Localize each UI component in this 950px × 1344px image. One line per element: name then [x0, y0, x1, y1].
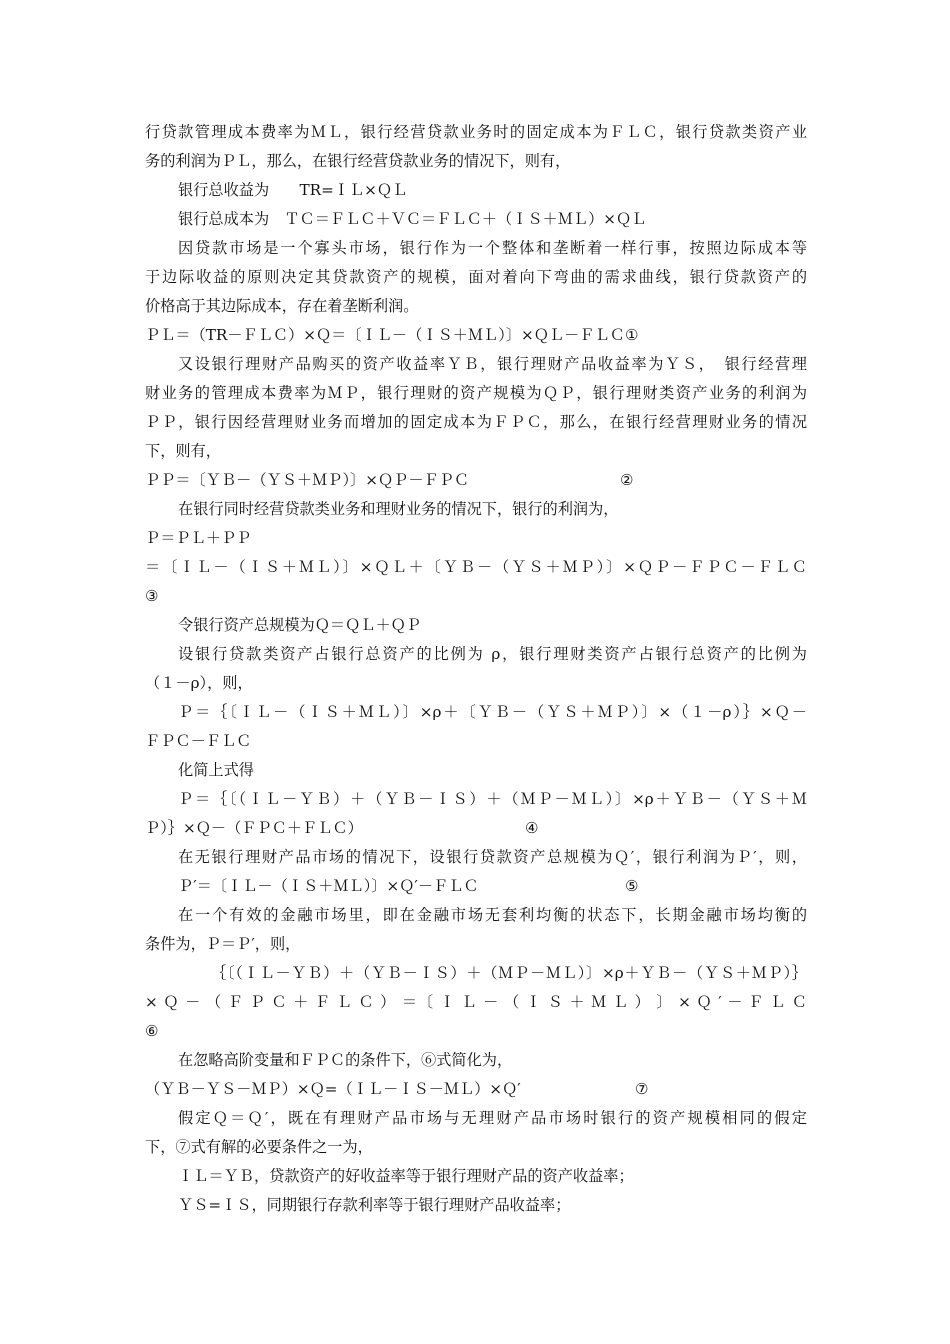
text-line: 令银行资产总规模为Ｑ＝ＱＬ＋ＱＰ [178, 616, 421, 634]
text-line: 在一个有效的金融市场里，即在金融市场无套利均衡的状态下，长期金融市场均衡的 [178, 906, 807, 924]
text-line: 在无银行理财产品市场的情况下，设银行贷款资产总规模为Ｑ′，银行利润为Ｐ′，则， [178, 848, 807, 866]
text-line: ＹＳ=ＩＳ，同期银行存款利率等于银行理财产品收益率； [178, 1196, 571, 1214]
text-line: 假定Ｑ＝Ｑ′，既在有理财产品市场与无理财产品市场时银行的资产规模相同的假定 [178, 1109, 807, 1127]
equation-number: ⑥ [145, 1022, 159, 1040]
equation-number: ② [620, 471, 634, 489]
formula-line: ｛〔（ＩＬ－ＹＢ）＋（ＹＢ－ＩＳ）＋（ＭＰ－ＭＬ）〕×ρ＋ＹＢ－（ＹＳ＋ＭＰ）｝ [211, 964, 807, 982]
formula-line: Ｐ＝｛〔ＩＬ－（ＩＳ＋ＭＬ）〕×ρ＋〔ＹＢ－（ＹＳ＋ＭＰ）〕×（１－ρ）｝×Ｑ－ [178, 703, 807, 721]
text-line: 银行总成本为 ＴＣ＝ＦＬＣ＋ＶＣ＝ＦＬＣ＋（ＩＳ＋ＭＬ）×ＱＬ [178, 210, 647, 228]
text-line: ＩＬ＝ＹＢ，贷款资产的好收益率等于银行理财产品的资产收益率； [178, 1167, 634, 1185]
text-line: （１－ρ），则， [145, 674, 253, 692]
text-line: 因贷款市场是一个寡头市场，银行作为一个整体和垄断着一样行事，按照边际成本等 [178, 239, 807, 257]
equation-number: ⑦ [635, 1080, 649, 1098]
text-line: 下，则有， [145, 442, 221, 460]
text-line: 下，⑦式有解的必要条件之一为， [145, 1138, 373, 1156]
text-line: 行贷款管理成本费率为ＭＬ，银行经营贷款业务时的固定成本为ＦＬＣ，银行贷款类资产业 [145, 123, 807, 141]
formula-line: ＰＰ＝〔ＹＢ－（ＹＳ＋ＭＰ）〕×ＱＰ－ＦＰＣ [145, 471, 470, 489]
formula-line: ＝〔ＩＬ－（ＩＳ＋ＭＬ）〕×ＱＬ＋〔ＹＢ－（ＹＳ＋ＭＰ）〕×ＱＰ－ＦＰＣ－ＦＬＣ [145, 558, 807, 576]
text-line: 化简上式得 [178, 761, 254, 779]
text-line: 财业务的管理成本费率为ＭＰ，银行理财的资产规模为ＱＰ，银行理财类资产业务的利润为 [145, 384, 807, 402]
text-line: 又设银行理财产品购买的资产收益率ＹＢ，银行理财产品收益率为ＹＳ， 银行经营理 [178, 355, 807, 373]
equation-number: ④ [525, 819, 539, 837]
formula-line: Ｐ＝ＰＬ＋ＰＰ [145, 529, 252, 547]
equation-number: ⑤ [625, 877, 639, 895]
text-line: 务的利润为ＰＬ，那么，在银行经营贷款业务的情况下，则有， [145, 152, 571, 170]
text-line: 在忽略高阶变量和ＦＰＣ的条件下，⑥式简化为， [178, 1051, 513, 1069]
formula-line: Ｐ）｝×Ｑ－（ＦＰＣ＋ＦＬＣ） [145, 819, 363, 837]
formula-line: Ｐ＝｛〔（ＩＬ－ＹＢ）＋（ＹＢ－ＩＳ）＋（ＭＰ－ＭＬ）〕×ρ＋ＹＢ－（ＹＳ＋Ｍ [178, 790, 807, 808]
text-line: 价格高于其边际成本，存在着垄断利润。 [145, 297, 419, 315]
text-line: 条件为，Ｐ＝Ｐ′，则， [145, 935, 301, 953]
formula-line: （ＹＢ－ＹＳ－ＭＰ）×Ｑ=（ＩＬ－ＩＳ－ＭＬ）×Ｑ′ [145, 1080, 521, 1098]
text-line: 于边际收益的原则决定其贷款资产的规模，面对着向下弯曲的需求曲线，银行贷款资产的 [145, 268, 807, 286]
text-line: 在银行同时经营贷款类业务和理财业务的情况下，银行的利润为， [178, 500, 619, 518]
equation-number: ③ [145, 587, 159, 605]
text-line: ＰＰ，银行因经营理财业务而增加的固定成本为ＦＰＣ，那么，在银行经营理财业务的情况 [145, 413, 807, 431]
text-line: 设银行贷款类资产占银行总资产的比例为 ρ，银行理财类资产占银行总资产的比例为 [178, 645, 807, 663]
equation-number: ① [625, 326, 639, 344]
formula-line: × Ｑ － （ Ｆ Ｐ Ｃ ＋ Ｆ Ｌ Ｃ ） ＝〔 Ｉ Ｌ － （ Ｉ Ｓ ＋ Ｍ Ｌ ） 〕 × Ｑ ′ － Ｆ Ｌ Ｃ [145, 993, 807, 1011]
text-line: 银行总收益为 TR=ＩＬ×ＱＬ [178, 181, 408, 199]
formula-line: Ｐ′＝〔ＩＬ－（ＩＳ＋ＭＬ）〕×Ｑ′－ＦＬＣ [178, 877, 479, 895]
formula-line: ＰＬ＝（TR－ＦＬＣ）×Ｑ＝〔ＩＬ－（ＩＳ＋ＭＬ）〕×ＱＬ－ＦＬＣ [145, 326, 625, 344]
formula-line: ＦＰＣ－ＦＬＣ [145, 732, 252, 750]
